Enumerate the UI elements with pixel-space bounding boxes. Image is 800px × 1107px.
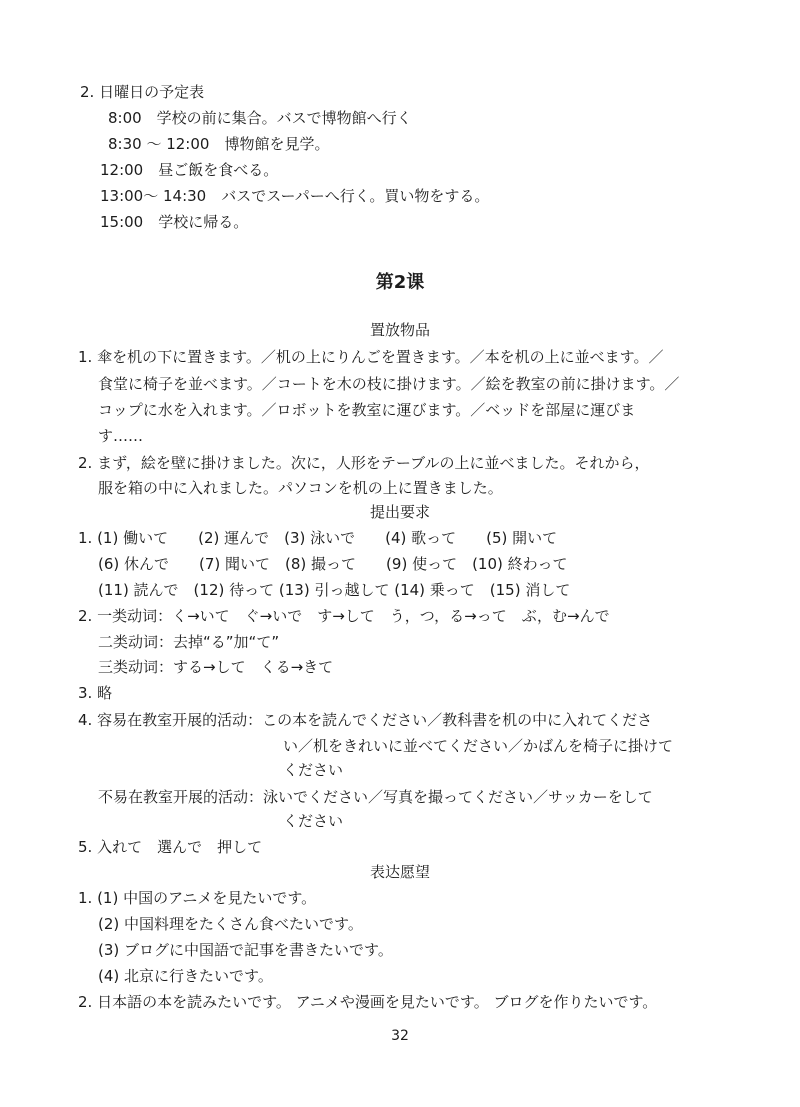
- answer-line: (3) ブログに中国語で記事を書きたいです。: [98, 941, 393, 959]
- answer-line: 4. 容易在教室开展的活动：この本を読んでください／教科書を机の中に入れてくださ: [78, 711, 653, 729]
- answer-line: (6) 休んで (7) 聞いて (8) 撮って (9) 使って (10) 終わって: [98, 555, 568, 573]
- answer-line: す……: [98, 427, 144, 445]
- schedule-heading: 2. 日曜日の予定表: [80, 83, 205, 101]
- answer-line: 2. 一类动词：く→いて ぐ→いで す→して う，つ，る→って ぶ，む→んで: [78, 607, 610, 625]
- section-title-placing: 置放物品: [369, 321, 430, 339]
- schedule-item: 15:00 学校に帰る。: [100, 213, 249, 231]
- answer-line: 二类动词：去掉“る”加“て”: [98, 633, 280, 651]
- answer-line: 2. 日本語の本を読みたいです。 アニメや漫画を見たいです。 ブログを作りたいです。: [78, 993, 658, 1011]
- answer-line: い／机をきれいに並べてください／かばんを椅子に掛けて: [283, 737, 674, 755]
- schedule-item: 8:00 学校の前に集合。バスで博物館へ行く: [108, 109, 412, 127]
- answer-line: ください: [283, 812, 344, 830]
- answer-line: コップに水を入れます。／ロボットを教室に運びます。／ベッドを部屋に運びま: [98, 401, 636, 419]
- schedule-item: 8:30 ～ 12:00 博物館を見学。: [108, 135, 330, 153]
- answer-line: 不易在教室开展的活动：泳いでください／写真を撮ってください／サッカーをして: [98, 788, 653, 806]
- page-number: 32: [391, 1028, 409, 1044]
- answer-line: 1. (1) 働いて (2) 運んで (3) 泳いで (4) 歌って (5) 開いて: [78, 529, 558, 547]
- answer-line: 服を箱の中に入れました。パソコンを机の上に置きました。: [98, 479, 503, 497]
- answer-line: 1. 傘を机の下に置きます。／机の上にりんごを置きます。／本を机の上に並べます。／: [78, 348, 664, 366]
- answer-line: 三类动词：する→して くる→きて: [98, 658, 334, 676]
- answer-line: 5. 入れて 選んで 押して: [78, 838, 263, 856]
- answer-line: ください: [283, 761, 344, 779]
- answer-line: 1. (1) 中国のアニメを見たいです。: [78, 889, 317, 907]
- schedule-item: 13:00～ 14:30 バスでスーパーへ行く。買い物をする。: [100, 187, 490, 205]
- answer-line: (2) 中国料理をたくさん食べたいです。: [98, 915, 363, 933]
- section-title-wishes: 表达愿望: [369, 863, 430, 881]
- section-title-requests: 提出要求: [369, 503, 430, 521]
- answer-line: 食堂に椅子を並べます。／コートを木の枝に掛けます。／絵を教室の前に掛けます。／: [98, 375, 680, 393]
- lesson-title: 第2课: [375, 272, 425, 293]
- answer-line: (11) 読んで (12) 待って (13) 引っ越して (14) 乗って (15) 消して: [98, 581, 571, 599]
- schedule-item: 12:00 昼ご飯を食べる。: [100, 161, 279, 179]
- answer-line: (4) 北京に行きたいです。: [98, 967, 273, 985]
- answer-line: 3. 略: [78, 684, 113, 702]
- answer-line: 2. まず，絵を壁に掛けました。次に，人形をテーブルの上に並べました。それから，: [78, 454, 650, 472]
